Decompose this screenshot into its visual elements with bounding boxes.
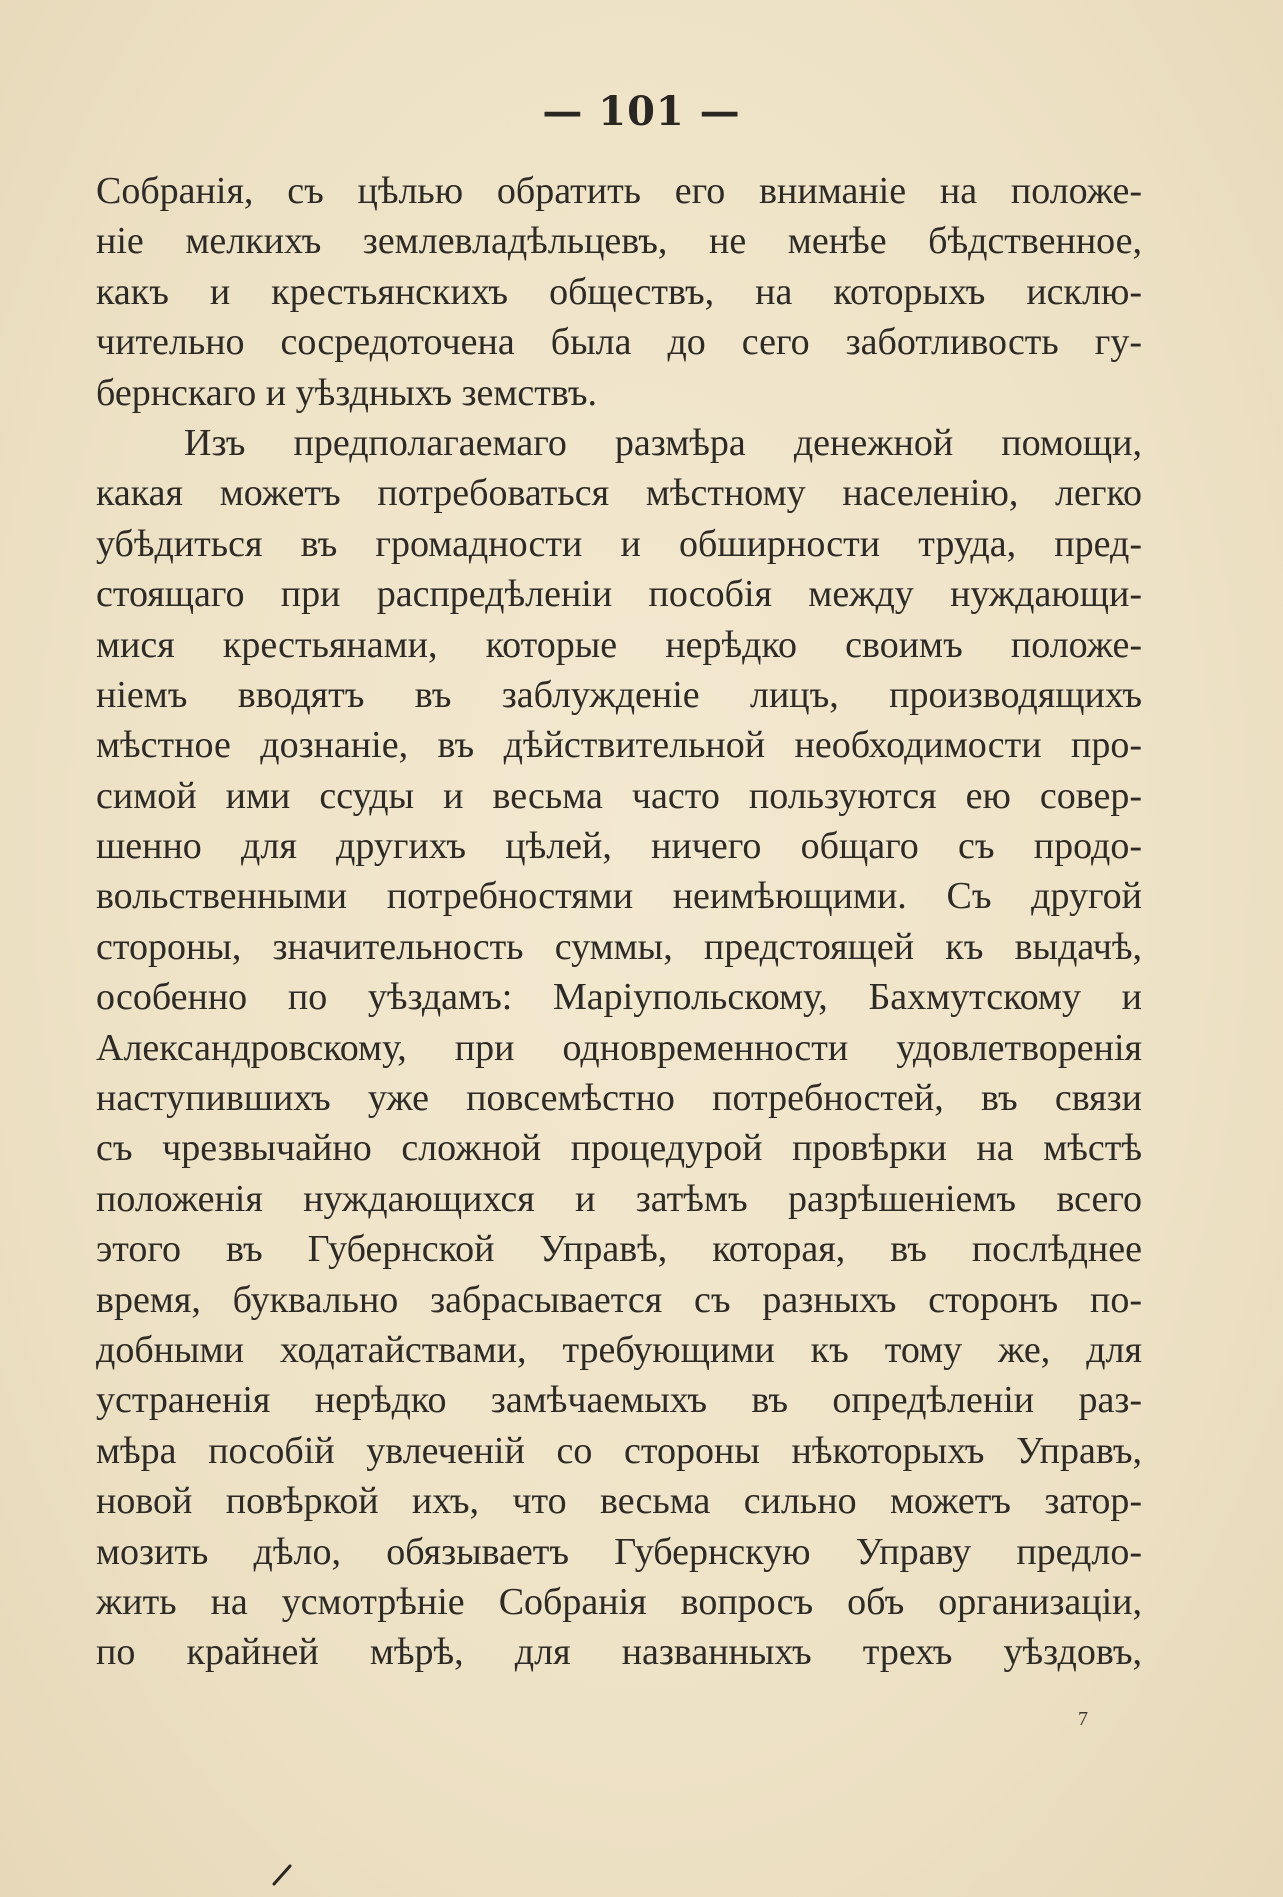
text-line-19: наступившихъ уже повсемѣстно потребностей, въ связи xyxy=(96,1077,1142,1120)
text-line-15: вольственными потребностями неимѣющими. Съ другой xyxy=(96,875,1142,918)
text-line-13: симой ими ссуды и весьма часто пользуются ею совер- xyxy=(96,774,1142,817)
page-number: — 101 — xyxy=(542,88,741,135)
body-text xyxy=(96,166,1142,1678)
text-line-1: Собранія, съ цѣлью обратить его вниманіе на положе- xyxy=(96,170,1142,212)
text-line-29: жить на усмотрѣніе Собранія вопросъ объ организаціи, xyxy=(96,1580,1142,1623)
text-line-5: бернскаго и уѣздныхъ земствъ. xyxy=(96,371,598,414)
text-line-23: время, буквально забрасывается съ разныхъ сторонъ по- xyxy=(96,1278,1142,1321)
pencil-mark-icon xyxy=(272,1862,294,1886)
text-line-20: съ чрезвычайно сложной процедурой провѣрки на мѣстѣ xyxy=(96,1127,1142,1170)
text-line-2: ніе мелкихъ землевладѣльцевъ, не менѣе бѣдственное, xyxy=(96,220,1142,263)
text-line-14: шенно для другихъ цѣлей, ничего общаго съ продо- xyxy=(96,825,1142,868)
text-line-27: новой повѣркой ихъ, что весьма сильно можетъ затор- xyxy=(96,1480,1142,1523)
signature-mark: 7 xyxy=(1078,1708,1088,1730)
text-line-12: мѣстное дознаніе, въ дѣйствительной необходимости про- xyxy=(96,724,1142,767)
text-line-22: этого въ Губернской Управѣ, которая, въ послѣднее xyxy=(96,1228,1142,1271)
text-line-16: стороны, значительность суммы, предстоящей къ выдачѣ, xyxy=(96,925,1142,968)
text-line-17: особенно по уѣздамъ: Маріупольскому, Бахмутскому и xyxy=(96,976,1142,1019)
text-line-21: положенія нуждающихся и затѣмъ разрѣшеніемъ всего xyxy=(96,1177,1142,1220)
text-line-11: ніемъ вводятъ въ заблужденіе лицъ, производящихъ xyxy=(96,673,1142,716)
text-line-10: мися крестьянами, которые нерѣдко своимъ положе- xyxy=(96,623,1142,666)
text-line-7: какая можетъ потребоваться мѣстному населенію, легко xyxy=(96,472,1142,515)
text-line-26: мѣра пособій увлеченій со стороны нѣкоторыхъ Управъ, xyxy=(96,1429,1142,1472)
text-line-8: убѣдиться въ громадности и обширности труда, пред- xyxy=(96,522,1142,565)
text-line-18: Александровскому, при одновременности удовлетворенія xyxy=(96,1026,1142,1069)
text-line-9: стоящаго при распредѣленіи пособія между нуждающи- xyxy=(96,573,1142,616)
text-line-25: устраненія нерѣдко замѣчаемыхъ въ опредѣленіи раз- xyxy=(96,1379,1142,1422)
text-line-3: какъ и крестьянскихъ обществъ, на которыхъ исклю- xyxy=(96,270,1142,313)
text-line-30: по крайней мѣрѣ, для названныхъ трехъ уѣздовъ, xyxy=(96,1631,1142,1674)
text-line-28: мозить дѣло, обязываетъ Губернскую Управу предло- xyxy=(96,1530,1142,1573)
text-line-24: добными ходатайствами, требующими къ тому же, для xyxy=(96,1328,1142,1371)
text-line-6: Изъ предполагаемаго размѣра денежной помощи, xyxy=(184,421,1142,464)
text-line-4: чительно сосредоточена была до сего заботливость гу- xyxy=(96,321,1142,364)
